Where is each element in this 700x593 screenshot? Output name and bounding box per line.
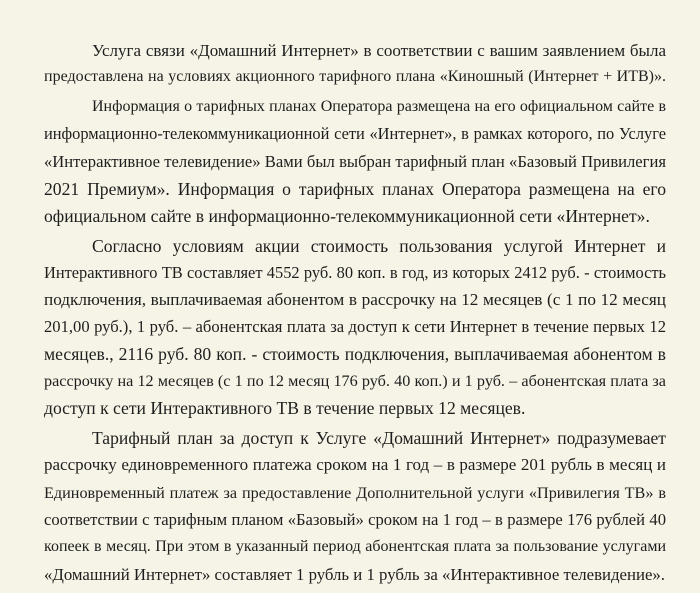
paragraph-3-line-7: доступ к сети Интерактивного ТВ в течение первых 12 месяцев. [44,398,526,418]
paragraph-3-line-5: месяцев., 2116 руб. 80 коп. - стоимость подключения, выплачиваемая абонентом в [44,344,666,364]
paragraph-4-line-1: Тарифный план за доступ к Услуге «Домашний Интернет» подразумевает [92,428,666,448]
paragraph-3-line-4: 201,00 руб.), 1 руб. – абонентская плата за доступ к сети Интернет в течение первых 12 [44,317,666,336]
paragraph-1-line-1: Услуга связи «Домашний Интернет» в соответствии с вашим заявлением была [92,41,666,60]
paragraph-4-line-4: соответствии с тарифным планом «Базовый» сроком на 1 год – в размере 176 рублей 40 [44,510,666,529]
paragraph-2-line-3: «Интерактивное телевидение» Вами был выбран тарифный план «Базовый Привилегия [44,152,666,171]
paragraph-2-line-1: Информация о тарифных планах Оператора размещена на его официальном сайте в [92,98,666,115]
paragraph-4-line-3: Единовременный платеж за предоставление Дополнительной услуги «Привилегия ТВ» в [44,484,666,502]
paragraph-1-line-2: предоставлена на условиях акционного тарифного плана «Киношный (Интернет + ИТВ)». [44,68,666,85]
paragraph-2-line-5: официальном сайте в информационно-телекоммуникационной сети «Интернет». [44,206,650,226]
paragraph-3-line-1: Согласно условиям акции стоимость пользования услугой Интернет и [92,236,666,256]
paragraph-2-line-4: 2021 Премиум». Информация о тарифных планах Оператора размещена на его [44,179,666,199]
paragraph-3-line-6: рассрочку на 12 месяцев (с 1 по 12 месяц 176 руб. 40 коп.) и 1 руб. – абонентская плата за [44,372,666,390]
paragraph-4-line-6: «Домашний Интернет» составляет 1 рубль и 1 рубль за «Интерактивное телевидение». [44,565,665,584]
paragraph-2-line-2: информационно-телекоммуникационной сети «Интернет», в рамках которого, по Услуге [44,124,666,143]
paragraph-4-line-2: рассрочку единовременного платежа сроком на 1 год – в размере 201 рубль в месяц и [44,455,666,474]
paragraph-3-line-2: Интерактивного ТВ составляет 4552 руб. 80 коп. в год, из которых 2412 руб. - стоимость [44,263,666,282]
paragraph-3-line-3: подключения, выплачиваемая абонентом в рассрочку на 12 месяцев (с 1 по 12 месяц [44,290,666,309]
paragraph-4-line-5: копеек в месяц. При этом в указанный период абонентская плата за пользование услугами [44,538,666,555]
